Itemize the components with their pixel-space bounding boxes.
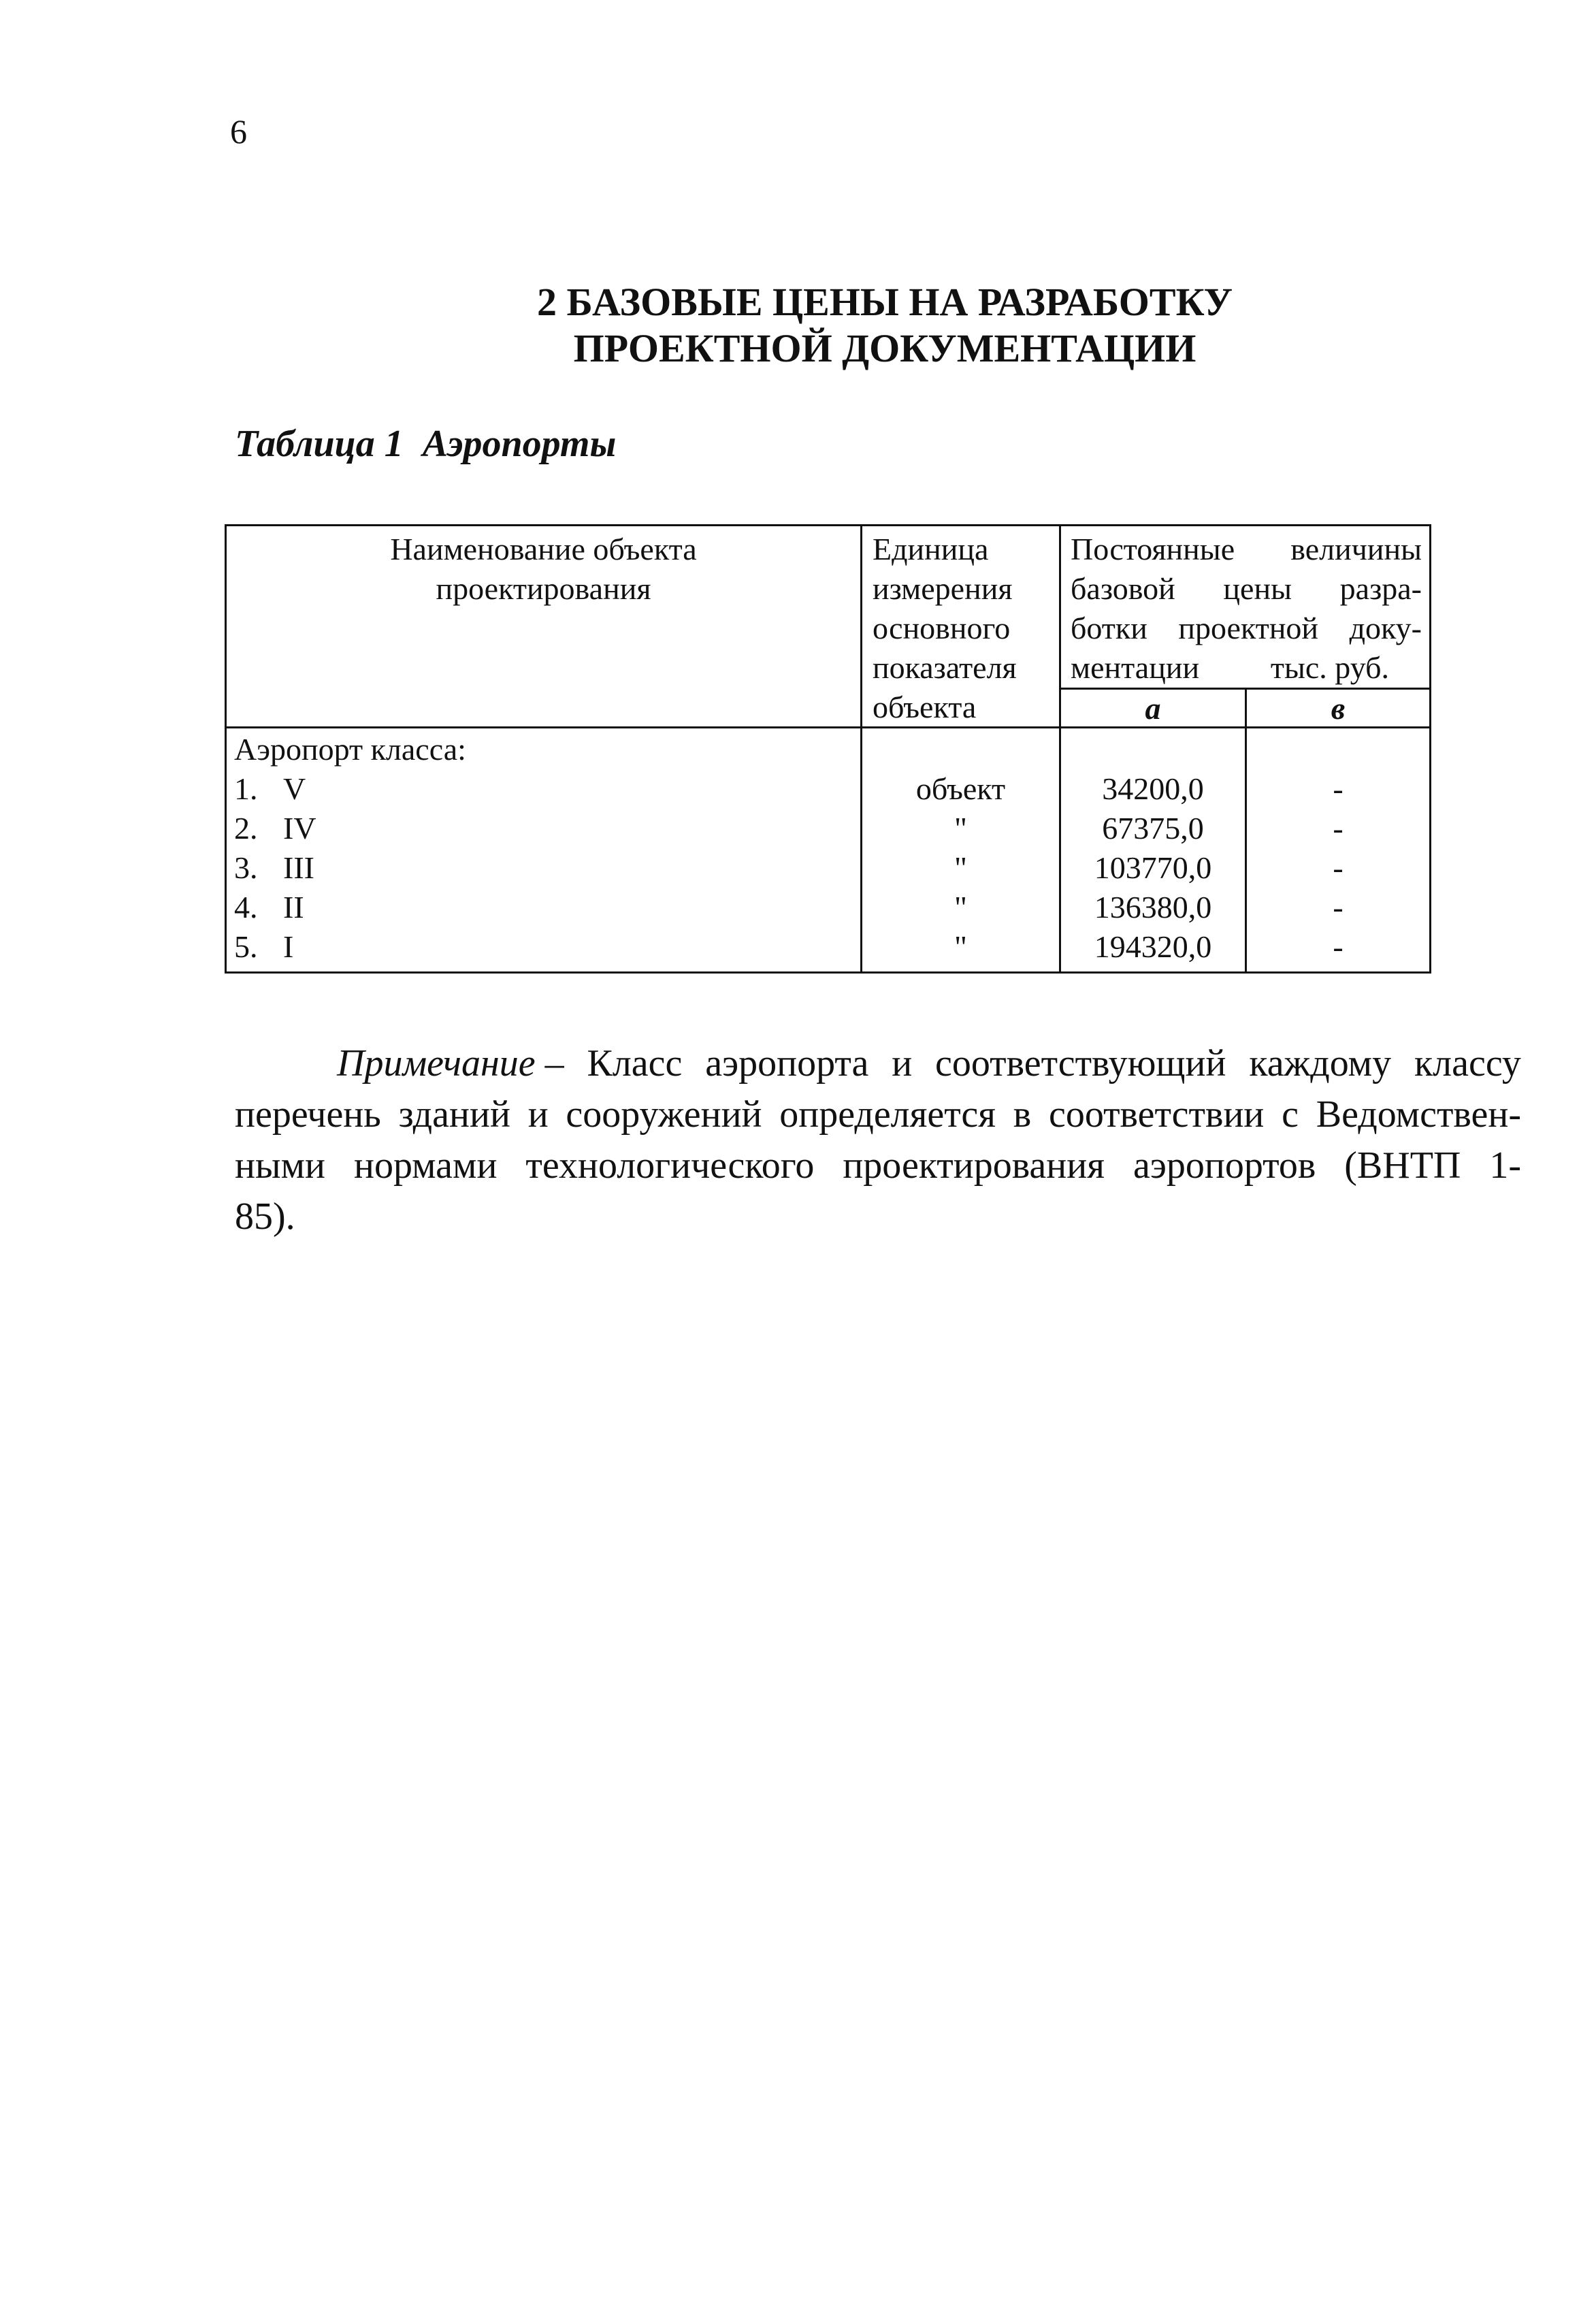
column-b-header: в	[1331, 691, 1346, 726]
header-unit-line: основного	[873, 611, 1011, 645]
row-value-a: 194320,0	[1094, 929, 1212, 964]
header-price-line: Постоянные величины	[1071, 532, 1422, 566]
row-unit: "	[954, 811, 967, 846]
table-note	[235, 1038, 1521, 1242]
header-base-price	[1071, 530, 1422, 688]
row-number: 1.	[234, 771, 258, 806]
header-unit-line: показателя	[873, 650, 1017, 685]
header-price-line: ментации тыс. руб.	[1071, 650, 1389, 685]
row-unit: "	[954, 850, 967, 885]
row-class: V	[283, 771, 306, 806]
row-number: 3.	[234, 850, 258, 885]
header-price-line: базовой цены разра-	[1071, 571, 1422, 606]
row-value-b: -	[1333, 771, 1343, 806]
row-value-a: 136380,0	[1094, 890, 1212, 925]
header-unit-line: Единица	[873, 532, 989, 566]
row-value-a: 67375,0	[1102, 811, 1204, 846]
section-title-line-1: 2 БАЗОВЫЕ ЦЕНЫ НА РАЗРАБОТКУ	[536, 280, 1233, 324]
header-unit-line: измерения	[873, 571, 1013, 606]
header-object-name-line-2: проектирования	[436, 571, 651, 606]
row-unit: "	[954, 890, 967, 925]
row-class: III	[283, 850, 314, 885]
header-unit	[873, 530, 1056, 727]
row-value-b: -	[1333, 929, 1343, 964]
row-unit: "	[954, 929, 967, 964]
row-number: 5.	[234, 929, 258, 964]
note-line-1: Примечание – Класс аэропорта и соответствующий каждому классу	[337, 1042, 1521, 1084]
header-unit-line: объекта	[873, 690, 977, 724]
note-line-4: 85).	[235, 1195, 295, 1238]
row-number: 2.	[234, 811, 258, 846]
page-number: 6	[230, 112, 247, 150]
table-caption	[235, 422, 616, 466]
row-value-b: -	[1333, 811, 1343, 846]
row-class: I	[283, 929, 294, 964]
group-label: Аэропорт класса:	[234, 732, 466, 767]
header-object-name	[227, 530, 860, 609]
note-label: Примечание	[337, 1042, 536, 1084]
row-unit: объект	[915, 771, 1006, 806]
row-value-b: -	[1333, 850, 1343, 885]
row-value-b: -	[1333, 890, 1343, 925]
note-line-2: перечень зданий и сооружений определяется в соответствии с Ведомствен-	[235, 1093, 1521, 1136]
row-value-a: 103770,0	[1094, 850, 1212, 885]
row-number: 4.	[234, 890, 258, 925]
section-title-line-2: ПРОЕКТНОЙ ДОКУМЕНТАЦИИ	[573, 326, 1196, 370]
row-class: II	[283, 890, 304, 925]
row-class: IV	[283, 811, 316, 846]
header-object-name-line-1: Наименование объекта	[390, 532, 697, 566]
column-a-header: а	[1145, 691, 1161, 726]
header-price-line: ботки проектной доку-	[1071, 611, 1422, 645]
row-value-a: 34200,0	[1102, 771, 1204, 806]
airports-table	[225, 524, 1431, 974]
table-caption-label: Таблица 1	[235, 423, 404, 465]
section-title	[381, 279, 1388, 372]
table-caption-title: Аэропорты	[422, 423, 617, 465]
note-line-3: ными нормами технологического проектирования аэропортов (ВНТП 1-	[235, 1144, 1521, 1187]
